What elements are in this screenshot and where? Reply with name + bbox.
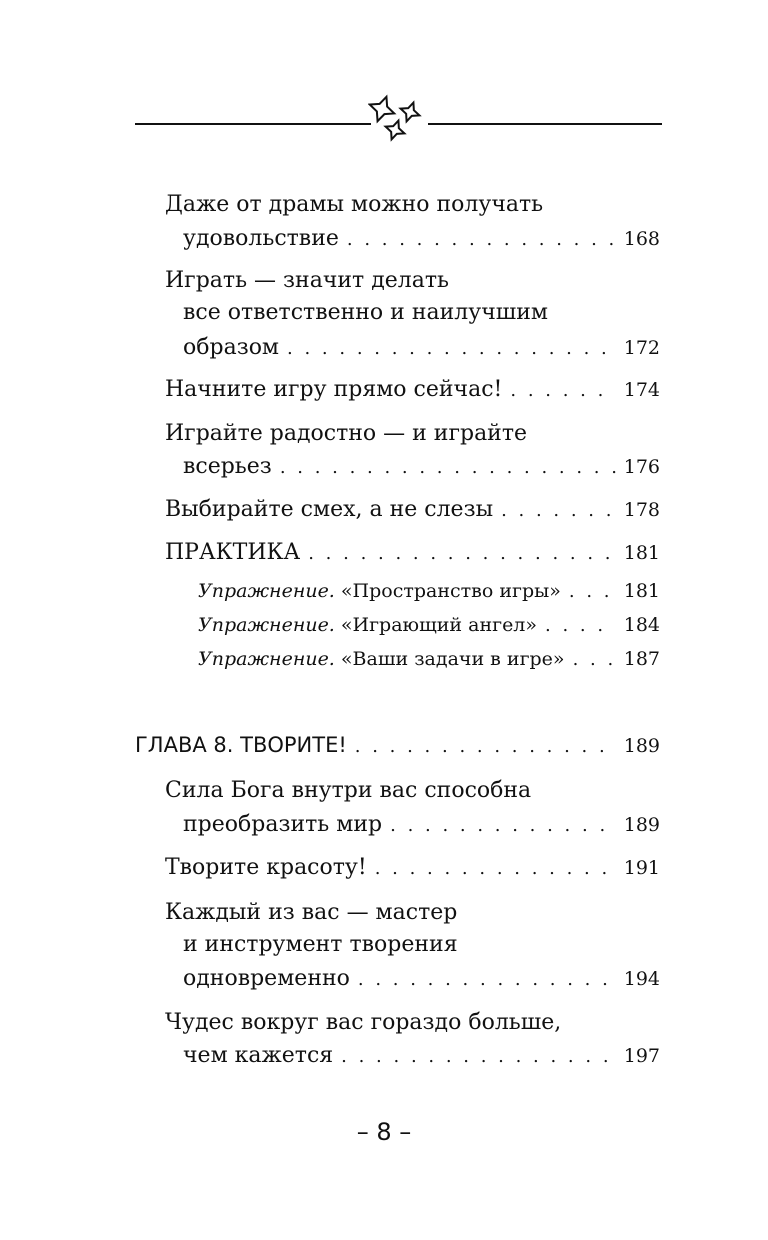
- toc-exercise: [198, 610, 660, 641]
- toc-entry: [183, 452, 660, 483]
- toc-entry-line: и инструмент творения: [183, 932, 458, 957]
- exercise-title: «Ваши задачи в игре»: [340, 648, 565, 670]
- toc-page-number: 178: [623, 499, 660, 521]
- toc-page-number: 181: [623, 580, 660, 602]
- toc-page-number: 176: [623, 456, 660, 478]
- toc-chapter: [135, 730, 660, 762]
- toc-exercise: [198, 644, 660, 675]
- toc-entry-title: одновременно: [183, 966, 350, 991]
- toc-entry-line: Сила Бога внутри вас способна: [165, 778, 532, 803]
- exercise-title: «Пространство игры»: [340, 580, 561, 602]
- toc-entry-title: удовольствие: [183, 226, 339, 251]
- toc-entry-title: преобразить мир: [183, 812, 383, 837]
- toc-entry-line: все ответственно и наилучшим: [183, 300, 548, 325]
- toc-entry-line: Чудес вокруг вас гораздо больше,: [165, 1010, 562, 1035]
- dot-leader: [510, 376, 615, 406]
- dot-leader: [390, 811, 616, 841]
- toc-entry-title: Творите красоту!: [165, 855, 367, 880]
- toc-entry: [183, 810, 660, 841]
- toc-exercise: [198, 576, 660, 607]
- toc-entry-title: чем кажется: [183, 1043, 334, 1068]
- dot-leader: [341, 1042, 616, 1072]
- page-number: – 8 –: [356, 1118, 412, 1146]
- toc-page-number: 189: [623, 814, 660, 836]
- exercise-label: Упражнение.: [198, 614, 335, 636]
- toc-entry: [165, 495, 660, 526]
- toc-page-number: 194: [623, 968, 660, 990]
- toc-entry-title: всерьез: [183, 454, 272, 479]
- toc-entry: [183, 964, 660, 995]
- toc-page-number: 191: [623, 857, 660, 879]
- chapter-title: ГЛАВА 8. ТВОРИТЕ!: [135, 733, 347, 757]
- toc-entry-title: ПРАКТИКА: [165, 540, 301, 565]
- dot-leader: [375, 854, 616, 884]
- toc-page-number: 197: [623, 1045, 660, 1067]
- toc-page-number: 172: [623, 337, 660, 359]
- dot-leader: [287, 334, 616, 364]
- toc-page-number: 181: [623, 542, 660, 564]
- toc-entry-title: образом: [183, 335, 280, 360]
- toc-entry: [165, 853, 660, 884]
- toc-entry-title: Выбирайте смех, а не слезы: [165, 497, 494, 522]
- dot-leader: [501, 496, 616, 526]
- exercise-title: «Играющий ангел»: [340, 614, 538, 636]
- dot-leader: [358, 965, 616, 995]
- toc-page-number: 184: [623, 614, 660, 636]
- toc-page-number: 187: [623, 648, 660, 670]
- toc-entry-line: Играть — значит делать: [165, 268, 450, 293]
- exercise-label: Упражнение.: [198, 648, 335, 670]
- dot-leader: [569, 577, 616, 607]
- toc-entry: [183, 1041, 660, 1072]
- toc-page-number: 174: [623, 379, 660, 401]
- toc-entry-line: Играйте радостно — и играйте: [165, 421, 528, 446]
- toc-entry: [165, 538, 660, 569]
- exercise-label: Упражнение.: [198, 580, 335, 602]
- dot-leader: [573, 645, 616, 675]
- toc-entry-line: Даже от драмы можно получать: [165, 192, 544, 217]
- dot-leader: [280, 453, 616, 483]
- toc-page-number: 189: [623, 735, 660, 757]
- toc-entry-line: Каждый из вас — мастер: [165, 900, 458, 925]
- toc-entry-title: Начните игру прямо сейчас!: [165, 377, 503, 402]
- toc-entry: [165, 375, 660, 406]
- dot-leader: [308, 539, 616, 569]
- dot-leader: [347, 225, 616, 255]
- toc-entry: [183, 224, 660, 255]
- toc-page-number: 168: [623, 228, 660, 250]
- dot-leader: [545, 611, 616, 641]
- toc-entry: [183, 333, 660, 364]
- dot-leader: [355, 732, 616, 762]
